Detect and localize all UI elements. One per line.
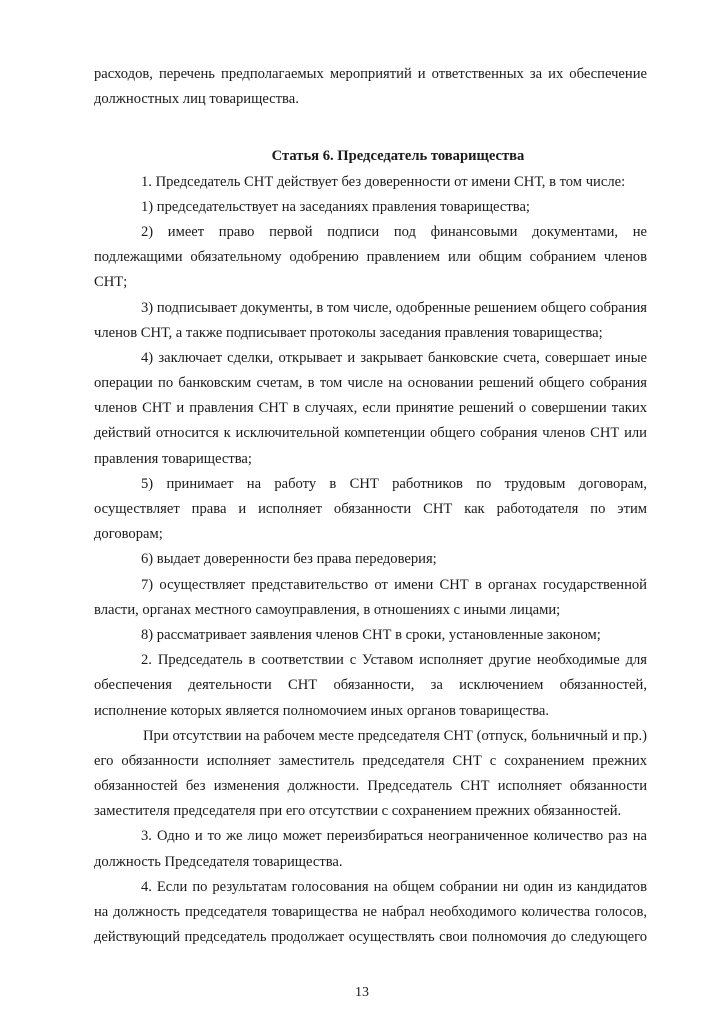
list-item-4-line: действий относится к исключительной компетенции общего собрания членов СНТ или bbox=[94, 425, 647, 442]
list-item-2-line: 2) имеет право первой подписи под финансовыми документами, не bbox=[141, 223, 647, 240]
list-item-4-line: 4) заключает сделки, открывает и закрывает банковские счета, совершает иные bbox=[141, 349, 647, 366]
list-item-6: 6) выдает доверенности без права передоверия; bbox=[141, 551, 437, 568]
list-item-5-line: договорам; bbox=[94, 526, 163, 543]
list-item-5-line: 5) принимает на работу в СНТ работников по трудовым договорам, bbox=[141, 475, 647, 492]
list-item-2-line: подлежащими обязательному одобрению правлением или общим собранием членов bbox=[94, 249, 647, 266]
absence-paragraph-line: обязанностей без изменения должности. Председатель СНТ исполняет обязанности bbox=[94, 778, 647, 795]
paragraph-1-line: 1. Председатель СНТ действует без доверенности от имени СНТ, в том числе: bbox=[141, 173, 626, 190]
list-item-7-line: 7) осуществляет представительство от имени СНТ в органах государственной bbox=[141, 576, 647, 593]
paragraph-3-line: 3. Одно и то же лицо может переизбираться неограниченное количество раз на bbox=[141, 828, 647, 845]
list-item-3-line: членов СНТ, а также подписывает протоколы заседания правления товарищества; bbox=[94, 324, 603, 341]
paragraph-2-line: 2. Председатель в соответствии с Уставом исполняет другие необходимые для bbox=[141, 652, 647, 669]
absence-paragraph-line: его обязанности исполняет заместитель председателя СНТ с сохранением прежних bbox=[94, 752, 647, 769]
paragraph-4-line: действующий председатель продолжает осуществлять свои полномочия до следующего bbox=[94, 929, 647, 946]
list-item-8: 8) рассматривает заявления членов СНТ в сроки, установленные законом; bbox=[141, 626, 601, 643]
paragraph-2-line: обеспечения деятельности СНТ обязанности, за исключением обязанностей, bbox=[94, 677, 647, 694]
list-item-1: 1) председательствует на заседаниях правления товарищества; bbox=[141, 198, 530, 215]
list-item-4-line: правления товарищества; bbox=[94, 450, 252, 467]
list-item-7-line: власти, органах местного самоуправления, в отношениях с иными лицами; bbox=[94, 601, 561, 618]
text-line: должностных лиц товарищества. bbox=[94, 91, 299, 108]
list-item-4-line: операции по банковским счетам, в том числе на основании решений общего собрания bbox=[94, 375, 647, 392]
list-item-2-line: СНТ; bbox=[94, 274, 128, 291]
absence-paragraph-line: При отсутствии на рабочем месте председателя СНТ (отпуск, больничный и пр.) bbox=[143, 727, 647, 744]
list-item-3-line: 3) подписывает документы, в том числе, одобренные решением общего собрания bbox=[141, 299, 647, 316]
text-line: расходов, перечень предполагаемых мероприятий и ответственных за их обеспечение bbox=[94, 66, 647, 82]
page-number: 13 bbox=[355, 985, 369, 1000]
paragraph-3-line: должность Председателя товарищества. bbox=[94, 853, 343, 870]
list-item-5-line: осуществляет права и исполняет обязанности СНТ как работодателя по этим bbox=[94, 501, 647, 517]
paragraph-2-line: исполнение которых является полномочием иных органов товарищества. bbox=[94, 702, 550, 719]
document-page bbox=[94, 62, 647, 950]
paragraph-4-line: 4. Если по результатам голосования на общем собрании ни один из кандидатов bbox=[141, 878, 647, 895]
absence-paragraph-line: заместителя председателя при его отсутствии с сохранением прежних обязанностей. bbox=[94, 803, 622, 820]
list-item-4-line: членов СНТ и правления СНТ в случаях, если принятие решений о совершении таких bbox=[94, 400, 647, 417]
article-heading: Статья 6. Председатель товарищества bbox=[271, 148, 525, 165]
paragraph-4-line: на должность председателя товарищества не набрал необходимого количества голосов, bbox=[94, 904, 647, 920]
